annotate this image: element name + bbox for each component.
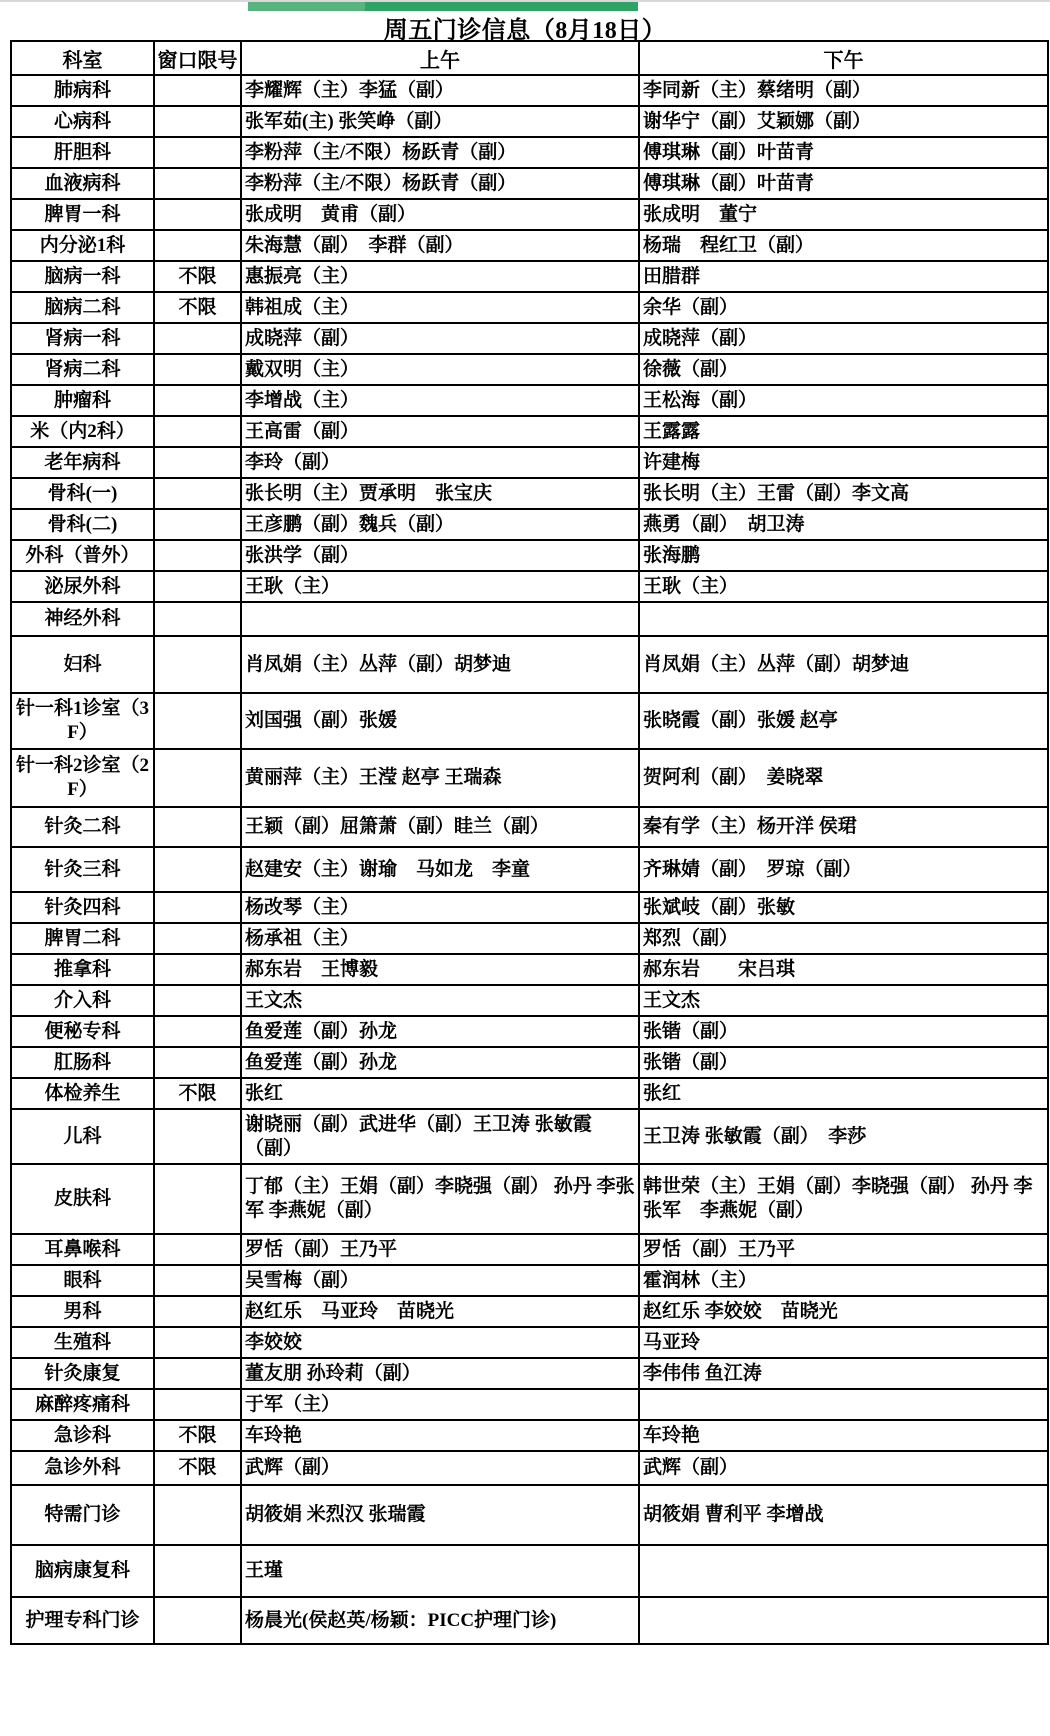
department-cell: 体检养生 bbox=[11, 1078, 154, 1109]
morning-cell: 王颖（副）屈箫萧（副）眭兰（副） bbox=[241, 807, 639, 847]
table-row bbox=[11, 954, 1048, 985]
department-cell: 针灸三科 bbox=[11, 847, 154, 892]
afternoon-cell: 燕勇（副） 胡卫涛 bbox=[639, 509, 1048, 540]
afternoon-cell bbox=[639, 1389, 1048, 1420]
table-row bbox=[11, 416, 1048, 447]
table-row bbox=[11, 447, 1048, 478]
morning-cell: 黄丽萍（主）王滢 赵亭 王瑞森 bbox=[241, 749, 639, 807]
department-cell: 针灸康复 bbox=[11, 1358, 154, 1389]
table-row bbox=[11, 354, 1048, 385]
afternoon-cell bbox=[639, 1545, 1048, 1597]
afternoon-cell: 张红 bbox=[639, 1078, 1048, 1109]
quota-cell bbox=[154, 1016, 241, 1047]
quota-cell: 不限 bbox=[154, 1078, 241, 1109]
table-row bbox=[11, 693, 1048, 749]
morning-cell: 王彦鹏（副）魏兵（副） bbox=[241, 509, 639, 540]
afternoon-cell: 张锴（副） bbox=[639, 1047, 1048, 1078]
morning-cell: 鱼爱莲（副）孙龙 bbox=[241, 1047, 639, 1078]
afternoon-cell: 王文杰 bbox=[639, 985, 1048, 1016]
table-row bbox=[11, 1265, 1048, 1296]
quota-cell bbox=[154, 478, 241, 509]
department-cell: 针灸二科 bbox=[11, 807, 154, 847]
table-row bbox=[11, 261, 1048, 292]
quota-cell bbox=[154, 199, 241, 230]
quota-cell bbox=[154, 354, 241, 385]
table-row bbox=[11, 1016, 1048, 1047]
department-cell: 脑病康复科 bbox=[11, 1545, 154, 1597]
morning-cell: 李耀辉（主）李猛（副） bbox=[241, 75, 639, 106]
page-title: 周五门诊信息（8月18日） bbox=[383, 18, 667, 44]
morning-cell: 于军（主） bbox=[241, 1389, 639, 1420]
quota-cell bbox=[154, 385, 241, 416]
department-cell: 眼科 bbox=[11, 1265, 154, 1296]
table-row bbox=[11, 1451, 1048, 1485]
quota-cell: 不限 bbox=[154, 261, 241, 292]
quota-cell bbox=[154, 892, 241, 923]
morning-cell: 戴双明（主） bbox=[241, 354, 639, 385]
quota-cell bbox=[154, 168, 241, 199]
department-cell: 骨科(二) bbox=[11, 509, 154, 540]
afternoon-cell: 肖凤娟（主）丛萍（副）胡梦迪 bbox=[639, 636, 1048, 693]
department-cell: 儿科 bbox=[11, 1109, 154, 1164]
morning-cell: 胡筱娟 米烈汉 张瑞霞 bbox=[241, 1485, 639, 1545]
morning-cell: 武辉（副） bbox=[241, 1451, 639, 1485]
afternoon-cell: 武辉（副） bbox=[639, 1451, 1048, 1485]
morning-cell: 张军茹(主) 张笑峥（副） bbox=[241, 106, 639, 137]
afternoon-cell: 王卫涛 张敏霞（副） 李莎 bbox=[639, 1109, 1048, 1164]
department-cell: 介入科 bbox=[11, 985, 154, 1016]
afternoon-cell: 傅琪琳（副）叶苗青 bbox=[639, 137, 1048, 168]
morning-cell: 朱海慧（副） 李群（副） bbox=[241, 230, 639, 261]
quota-cell bbox=[154, 1234, 241, 1265]
quota-cell bbox=[154, 540, 241, 571]
afternoon-cell: 霍润林（主） bbox=[639, 1265, 1048, 1296]
quota-cell bbox=[154, 1327, 241, 1358]
table-row bbox=[11, 137, 1048, 168]
quota-cell bbox=[154, 602, 241, 636]
table-row bbox=[11, 847, 1048, 892]
outpatient-schedule-table bbox=[10, 40, 1049, 1645]
afternoon-cell: 贺阿利（副） 姜晓翠 bbox=[639, 749, 1048, 807]
quota-cell: 不限 bbox=[154, 292, 241, 323]
department-cell: 肛肠科 bbox=[11, 1047, 154, 1078]
afternoon-cell: 张斌岐（副）张敏 bbox=[639, 892, 1048, 923]
table-row bbox=[11, 509, 1048, 540]
afternoon-cell: 徐薇（副） bbox=[639, 354, 1048, 385]
quota-cell bbox=[154, 230, 241, 261]
table-row bbox=[11, 1358, 1048, 1389]
table-row bbox=[11, 1420, 1048, 1451]
afternoon-cell: 罗恬（副）王乃平 bbox=[639, 1234, 1048, 1265]
afternoon-cell: 王松海（副） bbox=[639, 385, 1048, 416]
quota-cell bbox=[154, 636, 241, 693]
department-cell: 护理专科门诊 bbox=[11, 1597, 154, 1644]
afternoon-cell: 张成明 董宁 bbox=[639, 199, 1048, 230]
quota-cell bbox=[154, 923, 241, 954]
morning-cell: 董友朋 孙玲莉（副） bbox=[241, 1358, 639, 1389]
quota-cell bbox=[154, 749, 241, 807]
quota-cell bbox=[154, 1164, 241, 1234]
morning-cell: 韩祖成（主） bbox=[241, 292, 639, 323]
afternoon-cell bbox=[639, 602, 1048, 636]
quota-cell bbox=[154, 137, 241, 168]
table-row bbox=[11, 75, 1048, 106]
column-header-department: 科室 bbox=[11, 41, 154, 75]
table-row bbox=[11, 478, 1048, 509]
quota-cell bbox=[154, 106, 241, 137]
afternoon-cell: 成晓萍（副） bbox=[639, 323, 1048, 354]
afternoon-cell: 韩世荣（主）王娟（副）李晓强（副） 孙丹 李张军 李燕妮（副） bbox=[639, 1164, 1048, 1234]
department-cell: 脾胃二科 bbox=[11, 923, 154, 954]
afternoon-cell: 秦有学（主）杨开洋 侯珺 bbox=[639, 807, 1048, 847]
table-row bbox=[11, 602, 1048, 636]
morning-cell: 杨晨光(侯赵英/杨颖：PICC护理门诊) bbox=[241, 1597, 639, 1644]
morning-cell: 丁郁（主）王娟（副）李晓强（副） 孙丹 李张军 李燕妮（副） bbox=[241, 1164, 639, 1234]
department-cell: 特需门诊 bbox=[11, 1485, 154, 1545]
morning-cell: 王高雷（副） bbox=[241, 416, 639, 447]
quota-cell: 不限 bbox=[154, 1420, 241, 1451]
morning-cell: 杨改琴（主） bbox=[241, 892, 639, 923]
morning-cell: 刘国强（副）张媛 bbox=[241, 693, 639, 749]
table-row bbox=[11, 1296, 1048, 1327]
afternoon-cell: 赵红乐 李姣姣 苗晓光 bbox=[639, 1296, 1048, 1327]
morning-cell: 王耿（主） bbox=[241, 571, 639, 602]
morning-cell: 郝东岩 王博毅 bbox=[241, 954, 639, 985]
afternoon-cell: 张长明（主）王雷（副）李文高 bbox=[639, 478, 1048, 509]
department-cell: 血液病科 bbox=[11, 168, 154, 199]
afternoon-cell bbox=[639, 1597, 1048, 1644]
table-row bbox=[11, 323, 1048, 354]
department-cell: 脑病一科 bbox=[11, 261, 154, 292]
morning-cell: 李玲（副） bbox=[241, 447, 639, 478]
morning-cell: 李增战（主） bbox=[241, 385, 639, 416]
quota-cell bbox=[154, 1047, 241, 1078]
quota-cell bbox=[154, 1389, 241, 1420]
morning-cell: 杨承祖（主） bbox=[241, 923, 639, 954]
afternoon-cell: 谢华宁（副）艾颖娜（副） bbox=[639, 106, 1048, 137]
afternoon-cell: 胡筱娟 曹利平 李增战 bbox=[639, 1485, 1048, 1545]
morning-cell: 车玲艳 bbox=[241, 1420, 639, 1451]
table-row bbox=[11, 1327, 1048, 1358]
table-row bbox=[11, 385, 1048, 416]
afternoon-cell: 许建梅 bbox=[639, 447, 1048, 478]
department-cell: 外科（普外） bbox=[11, 540, 154, 571]
table-row bbox=[11, 1485, 1048, 1545]
department-cell: 针一科2诊室（2F） bbox=[11, 749, 154, 807]
quota-cell bbox=[154, 807, 241, 847]
morning-cell: 鱼爱莲（副）孙龙 bbox=[241, 1016, 639, 1047]
department-cell: 皮肤科 bbox=[11, 1164, 154, 1234]
morning-cell: 肖凤娟（主）丛萍（副）胡梦迪 bbox=[241, 636, 639, 693]
morning-cell: 张洪学（副） bbox=[241, 540, 639, 571]
department-cell: 骨科(一) bbox=[11, 478, 154, 509]
top-green-bar bbox=[248, 2, 638, 11]
afternoon-cell: 李同新（主）蔡绪明（副） bbox=[639, 75, 1048, 106]
quota-cell bbox=[154, 985, 241, 1016]
column-header-afternoon: 下午 bbox=[639, 41, 1048, 75]
table-row bbox=[11, 1078, 1048, 1109]
table-row bbox=[11, 807, 1048, 847]
column-header-quota: 窗口限号 bbox=[154, 41, 241, 75]
table-row bbox=[11, 923, 1048, 954]
quota-cell bbox=[154, 1485, 241, 1545]
afternoon-cell: 李伟伟 鱼江涛 bbox=[639, 1358, 1048, 1389]
table-row bbox=[11, 1047, 1048, 1078]
morning-cell: 谢晓丽（副）武进华（副）王卫涛 张敏霞 （副） bbox=[241, 1109, 639, 1164]
quota-cell bbox=[154, 509, 241, 540]
table-row bbox=[11, 1545, 1048, 1597]
table-row bbox=[11, 571, 1048, 602]
table-row bbox=[11, 106, 1048, 137]
header-row bbox=[11, 41, 1048, 75]
table-row bbox=[11, 168, 1048, 199]
afternoon-cell: 马亚玲 bbox=[639, 1327, 1048, 1358]
department-cell: 肿瘤科 bbox=[11, 385, 154, 416]
department-cell: 急诊科 bbox=[11, 1420, 154, 1451]
department-cell: 便秘专科 bbox=[11, 1016, 154, 1047]
table-row bbox=[11, 1597, 1048, 1644]
quota-cell bbox=[154, 75, 241, 106]
department-cell: 针灸四科 bbox=[11, 892, 154, 923]
afternoon-cell: 傅琪琳（副）叶苗青 bbox=[639, 168, 1048, 199]
department-cell: 急诊外科 bbox=[11, 1451, 154, 1485]
afternoon-cell: 王耿（主） bbox=[639, 571, 1048, 602]
quota-cell bbox=[154, 1545, 241, 1597]
department-cell: 肝胆科 bbox=[11, 137, 154, 168]
department-cell: 心病科 bbox=[11, 106, 154, 137]
morning-cell: 王文杰 bbox=[241, 985, 639, 1016]
table-row bbox=[11, 230, 1048, 261]
department-cell: 老年病科 bbox=[11, 447, 154, 478]
quota-cell bbox=[154, 571, 241, 602]
afternoon-cell: 郑烈（副） bbox=[639, 923, 1048, 954]
department-cell: 肾病一科 bbox=[11, 323, 154, 354]
afternoon-cell: 田腊群 bbox=[639, 261, 1048, 292]
morning-cell: 赵红乐 马亚玲 苗晓光 bbox=[241, 1296, 639, 1327]
column-header-morning: 上午 bbox=[241, 41, 639, 75]
afternoon-cell: 余华（副） bbox=[639, 292, 1048, 323]
quota-cell bbox=[154, 1296, 241, 1327]
quota-cell bbox=[154, 416, 241, 447]
quota-cell bbox=[154, 1358, 241, 1389]
department-cell: 妇科 bbox=[11, 636, 154, 693]
department-cell: 麻醉疼痛科 bbox=[11, 1389, 154, 1420]
quota-cell: 不限 bbox=[154, 1451, 241, 1485]
quota-cell bbox=[154, 1109, 241, 1164]
table-row bbox=[11, 636, 1048, 693]
quota-cell bbox=[154, 1265, 241, 1296]
morning-cell: 王瑾 bbox=[241, 1545, 639, 1597]
department-cell: 肾病二科 bbox=[11, 354, 154, 385]
department-cell: 耳鼻喉科 bbox=[11, 1234, 154, 1265]
quota-cell bbox=[154, 1597, 241, 1644]
morning-cell: 吴雪梅（副） bbox=[241, 1265, 639, 1296]
quota-cell bbox=[154, 447, 241, 478]
morning-cell: 惠振亮（主） bbox=[241, 261, 639, 292]
quota-cell bbox=[154, 847, 241, 892]
quota-cell bbox=[154, 954, 241, 985]
department-cell: 脾胃一科 bbox=[11, 199, 154, 230]
department-cell: 肺病科 bbox=[11, 75, 154, 106]
afternoon-cell: 张晓霞（副）张媛 赵亭 bbox=[639, 693, 1048, 749]
morning-cell: 赵建安（主）谢瑜 马如龙 李童 bbox=[241, 847, 639, 892]
morning-cell: 罗恬（副）王乃平 bbox=[241, 1234, 639, 1265]
afternoon-cell: 张海鹏 bbox=[639, 540, 1048, 571]
table-row bbox=[11, 985, 1048, 1016]
morning-cell bbox=[241, 602, 639, 636]
quota-cell bbox=[154, 693, 241, 749]
afternoon-cell: 张锴（副） bbox=[639, 1016, 1048, 1047]
table-row bbox=[11, 1389, 1048, 1420]
department-cell: 推拿科 bbox=[11, 954, 154, 985]
quota-cell bbox=[154, 323, 241, 354]
morning-cell: 张成明 黄甫（副） bbox=[241, 199, 639, 230]
afternoon-cell: 王露露 bbox=[639, 416, 1048, 447]
morning-cell: 张红 bbox=[241, 1078, 639, 1109]
department-cell: 神经外科 bbox=[11, 602, 154, 636]
morning-cell: 李粉萍（主/不限）杨跃青（副） bbox=[241, 137, 639, 168]
afternoon-cell: 齐琳婧（副） 罗琼（副） bbox=[639, 847, 1048, 892]
morning-cell: 成晓萍（副） bbox=[241, 323, 639, 354]
table-row bbox=[11, 199, 1048, 230]
morning-cell: 张长明（主）贾承明 张宝庆 bbox=[241, 478, 639, 509]
afternoon-cell: 杨瑞 程红卫（副） bbox=[639, 230, 1048, 261]
department-cell: 米（内2科） bbox=[11, 416, 154, 447]
department-cell: 针一科1诊室（3F） bbox=[11, 693, 154, 749]
table-row bbox=[11, 540, 1048, 571]
department-cell: 内分泌1科 bbox=[11, 230, 154, 261]
afternoon-cell: 车玲艳 bbox=[639, 1420, 1048, 1451]
afternoon-cell: 郝东岩 宋吕琪 bbox=[639, 954, 1048, 985]
department-cell: 泌尿外科 bbox=[11, 571, 154, 602]
department-cell: 男科 bbox=[11, 1296, 154, 1327]
department-cell: 生殖科 bbox=[11, 1327, 154, 1358]
table-row bbox=[11, 1234, 1048, 1265]
morning-cell: 李粉萍（主/不限）杨跃青（副） bbox=[241, 168, 639, 199]
table-row bbox=[11, 292, 1048, 323]
table-row bbox=[11, 892, 1048, 923]
table-row bbox=[11, 1109, 1048, 1164]
table-row bbox=[11, 1164, 1048, 1234]
morning-cell: 李姣姣 bbox=[241, 1327, 639, 1358]
department-cell: 脑病二科 bbox=[11, 292, 154, 323]
table-row bbox=[11, 749, 1048, 807]
